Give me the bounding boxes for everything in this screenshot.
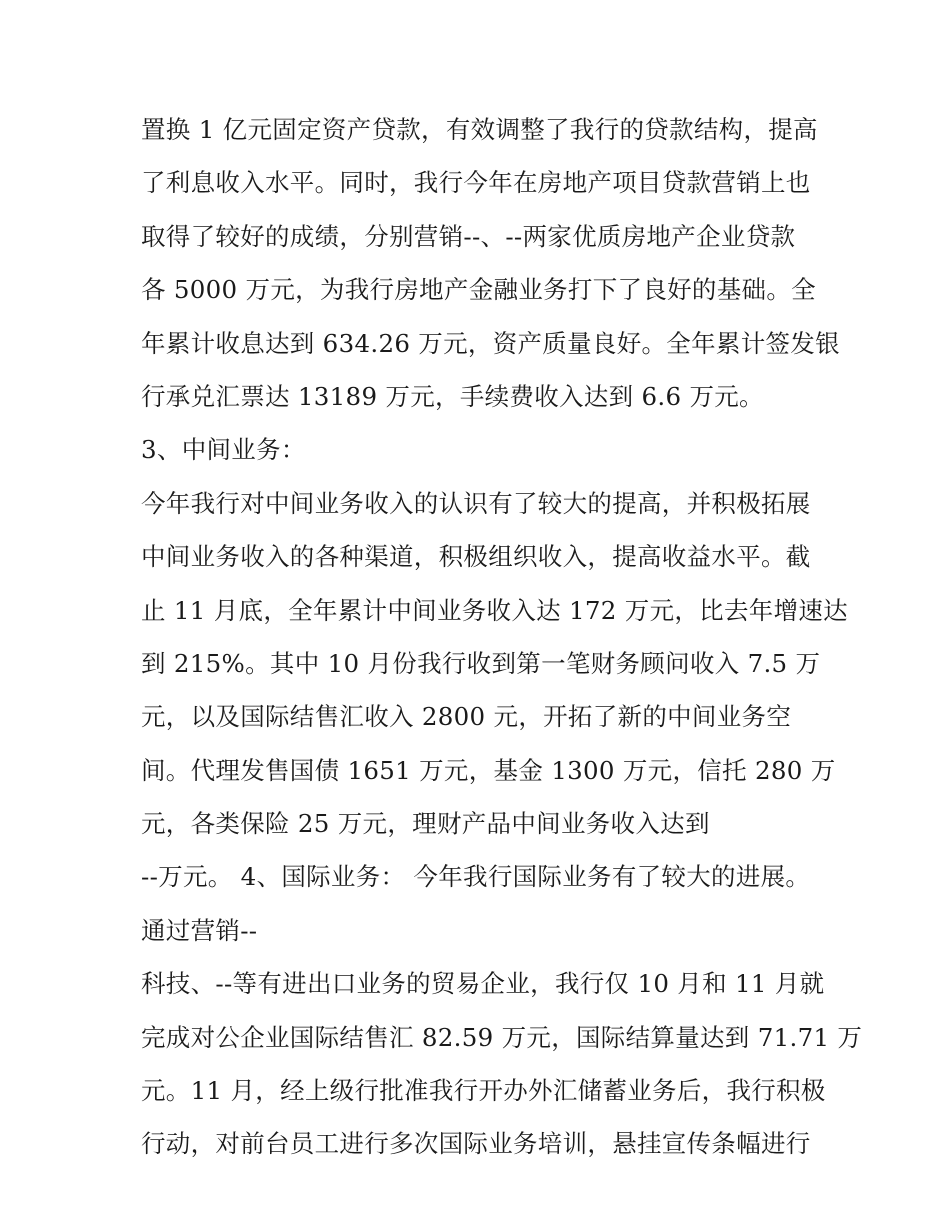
text-line: 中间业务收入的各种渠道，积极组织收入，提高收益水平。截 <box>141 542 811 572</box>
text-line: 行承兑汇票达 13189 万元，手续费收入达到 6.6 万元。 <box>141 381 764 411</box>
text-line: 取得了较好的成绩，分别营销--、--两家优质房地产企业贷款 <box>141 221 796 251</box>
section-heading: 3、中间业务： <box>141 435 306 465</box>
body-text <box>141 103 863 1171</box>
text-line: 到 215%。其中 10 月份我行收到第一笔财务顾问收入 7.5 万 <box>141 648 821 678</box>
text-line: 置换 1 亿元固定资产贷款，有效调整了我行的贷款结构，提高 <box>141 115 818 144</box>
text-line: 科技、--等有进出口业务的贸易企业，我行仅 10 月和 11 月就 <box>141 969 825 999</box>
text-line: 元，以及国际结售汇收入 2800 元，开拓了新的中间业务空 <box>141 702 792 732</box>
text-line: 年累计收息达到 634.26 万元，资产质量良好。全年累计签发银 <box>141 328 840 358</box>
text-line: 行动，对前台员工进行多次国际业务培训，悬挂宣传条幅进行 <box>141 1129 811 1159</box>
text-line: 元。11 月，经上级行批准我行开办外汇储蓄业务后，我行积极 <box>141 1076 826 1106</box>
text-line: 间。代理发售国债 1651 万元，基金 1300 万元，信托 280 万 <box>141 755 836 785</box>
text-line: --万元。 4、国际业务： 今年我行国际业务有了较大的进展。 <box>141 862 811 892</box>
text-line: 今年我行对中间业务收入的认识有了较大的提高，并积极拓展 <box>141 488 811 518</box>
text-line: 通过营销-- <box>141 915 258 945</box>
text-line: 元，各类保险 25 万元，理财产品中间业务收入达到 <box>141 809 710 839</box>
text-line: 止 11 月底，全年累计中间业务收入达 172 万元，比去年增速达 <box>141 595 848 625</box>
text-line: 完成对公企业国际结售汇 82.59 万元，国际结算量达到 71.71 万 <box>141 1022 863 1052</box>
text-line: 了利息收入水平。同时，我行今年在房地产项目贷款营销上也 <box>141 168 811 198</box>
text-line: 各 5000 万元，为我行房地产金融业务打下了良好的基础。全 <box>141 275 816 305</box>
